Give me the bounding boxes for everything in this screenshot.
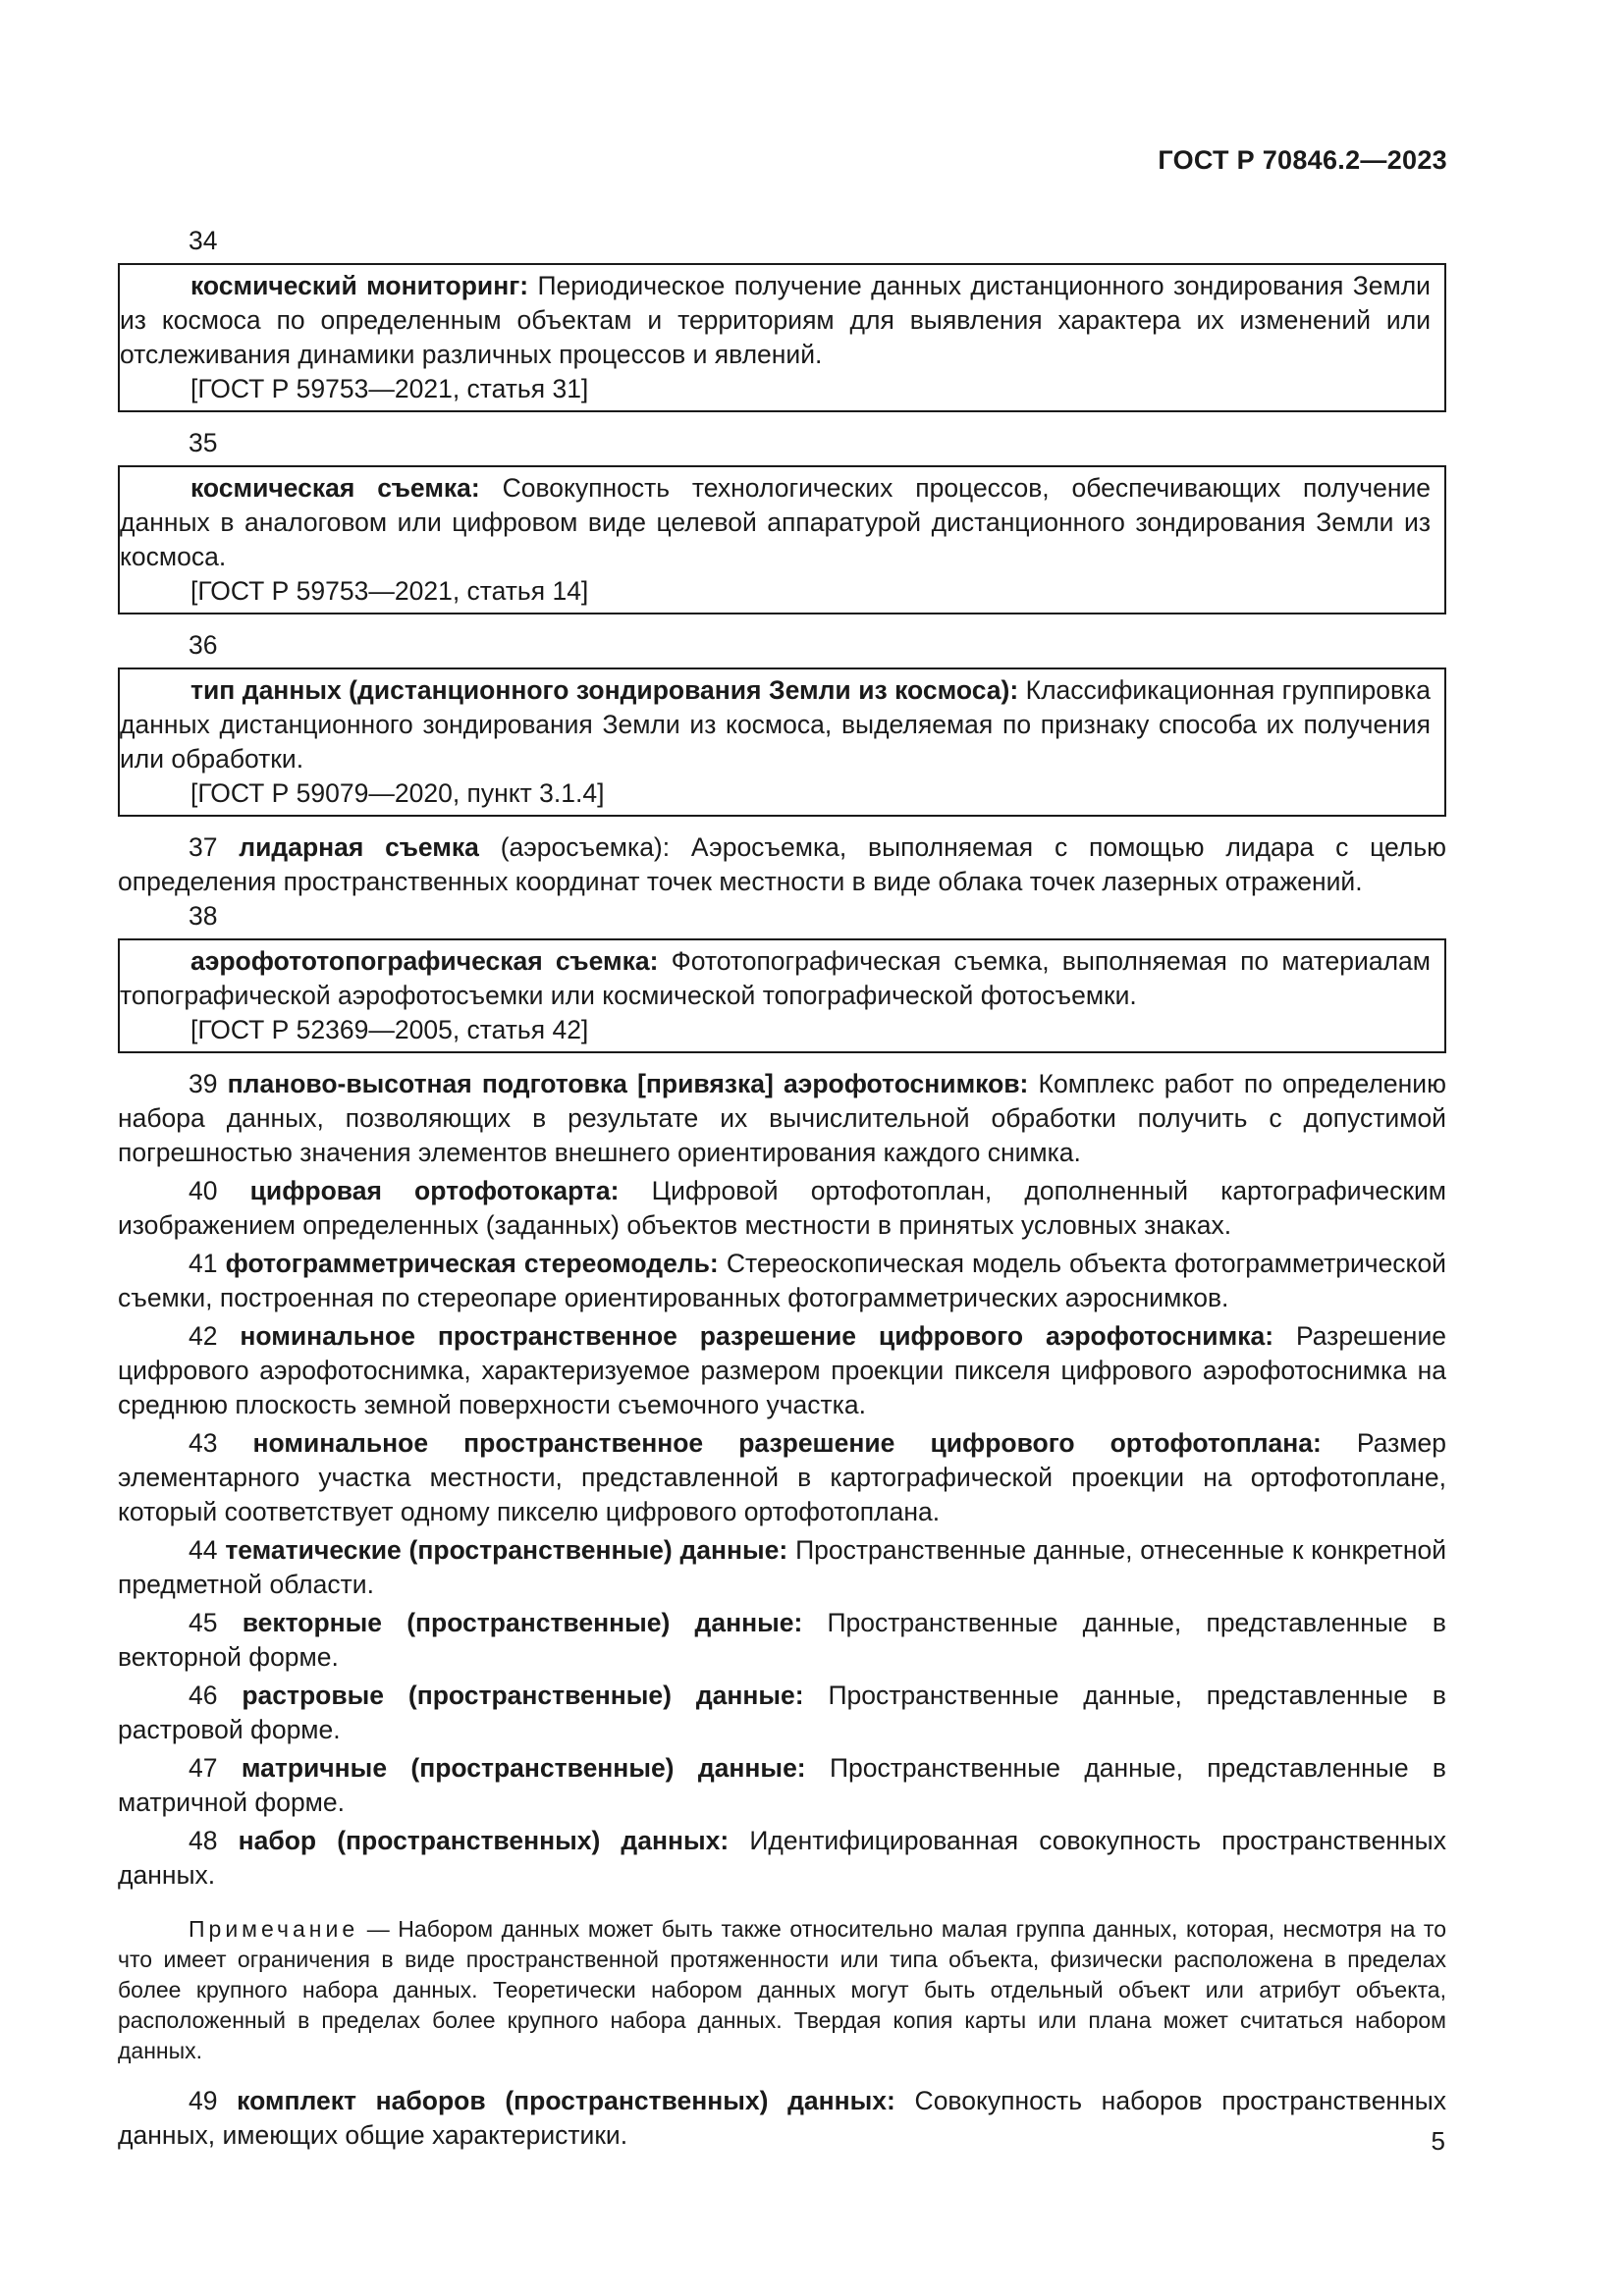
term-number: 34 [189,226,218,255]
term-entry [118,1067,1446,1170]
definition-text: Совокупность наборов пространственных данных, имеющих общие характеристики. [118,2086,1446,2150]
term-number: 43 [189,1428,218,1458]
term-name: комплект наборов (пространственных) данных: [237,2086,895,2115]
definition-text: Цифровой ортофотоплан, дополненный картографическим изображением определенных (заданных) объектов местности в принятых условных знаках. [118,1176,1446,1240]
term-number: 38 [189,901,218,931]
definition-text: Пространственные данные, представленные в растровой форме. [118,1681,1446,1744]
term-number: 45 [189,1608,218,1637]
term-definition [120,673,1431,776]
page-content [118,224,1446,2153]
term-number: 46 [189,1681,218,1710]
term-name: аэрофототопографическая съемка: [190,946,659,976]
definition-text: (аэросъемка): Аэросъемка, выполняемая с помощью лидара с целью определения пространственных координат точек местности в виде облака точек лазерных отражений. [118,832,1446,896]
definition-text: Пространственные данные, отнесенные к конкретной предметной области. [118,1535,1446,1599]
definition-text: Классификационная группировка данных дистанционного зондирования Земли из космоса, выделяемая по признаку способа их получения или обработки. [120,675,1431,774]
definition-text: Размер элементарного участка местности, представленной в картографической проекции на ортофотоплане, который соответствует одному пикселю цифрового ортофотоплана. [118,1428,1446,1526]
term-entry [118,1247,1446,1315]
term-number: 35 [189,428,218,457]
term-source: [ГОСТ Р 59753—2021, статья 14] [190,576,589,606]
term-number: 41 [189,1249,218,1278]
term-name: фотограмметрическая стереомодель: [225,1249,719,1278]
definition-text: Пространственные данные, представленные в векторной форме. [118,1608,1446,1672]
term-entry [118,830,1446,899]
term-name: номинальное пространственное разрешение цифрового ортофотоплана: [252,1428,1322,1458]
term-entry [118,2084,1446,2153]
term-entry [118,1606,1446,1675]
definition-text: Периодическое получение данных дистанционного зондирования Земли из космоса по определенным объектам и территориям для выявления характера их изменений или отслеживания динамики различных процессов и явлений. [120,271,1431,369]
term-definition [120,471,1431,574]
term-box [118,263,1446,412]
definition-text: Стереоскопическая модель объекта фотограмметрической съемки, построенная по стереопаре ориентированных фотограмметрических аэроснимков. [118,1249,1446,1312]
term-source: [ГОСТ Р 52369—2005, статья 42] [190,1015,589,1044]
term-number: 49 [189,2086,218,2115]
term-entry [118,1174,1446,1243]
term-number: 37 [189,832,218,862]
page-number: 5 [1431,2126,1445,2156]
note-label: Примечание [189,1916,359,1942]
definition-text: Пространственные данные, представленные в матричной форме. [118,1753,1446,1817]
term-number: 42 [189,1321,218,1351]
note [118,1914,1446,2066]
term-name: космический мониторинг: [190,271,529,300]
term-entry [118,1533,1446,1602]
term-entry [118,1751,1446,1820]
term-source: [ГОСТ Р 59079—2020, пункт 3.1.4] [190,778,605,808]
term-entry [118,1679,1446,1747]
definition-text: Разрешение цифрового аэрофотоснимка, характеризуемое размером проекции пикселя цифрового аэрофотоснимка на среднюю плоскость земной поверхности съемочного участка. [118,1321,1446,1419]
term-name: тип данных (дистанционного зондирования Земли из космоса): [190,675,1019,705]
term-entry [118,1824,1446,1893]
definition-text: Фототопографическая съемка, выполняемая по материалам топографической аэрофотосъемки или космической топографической фотосъемки. [120,946,1431,1010]
document-id-header: ГОСТ Р 70846.2—2023 [1158,145,1447,175]
term-box [118,667,1446,817]
definition-text: Идентифицированная совокупность пространственных данных. [118,1826,1446,1890]
term-name: набор (пространственных) данных: [238,1826,730,1855]
term-definition [120,269,1431,372]
term-number: 47 [189,1753,218,1783]
term-name: лидарная съемка [239,832,479,862]
term-name: тематические (пространственные) данные: [225,1535,788,1565]
definition-text: Комплекс работ по определению набора данных, позволяющих в результате их вычислительной обработки получить с допустимой погрешностью значения элементов внешнего ориентирования каждого снимка. [118,1069,1446,1167]
note-dash: — [358,1916,399,1942]
term-name: матричные (пространственные) данные: [241,1753,806,1783]
term-name: векторные (пространственные) данные: [242,1608,803,1637]
definition-text: Совокупность технологических процессов, обеспечивающих получение данных в аналоговом или цифровом виде целевой аппаратурой дистанционного зондирования Земли из космоса. [120,473,1431,571]
term-name: планово-высотная подготовка [привязка] аэрофотоснимков: [227,1069,1029,1098]
term-number: 48 [189,1826,218,1855]
term-name: номинальное пространственное разрешение цифрового аэрофотоснимка: [240,1321,1274,1351]
term-number: 36 [189,630,218,660]
term-number: 40 [189,1176,218,1205]
term-number: 39 [189,1069,218,1098]
note-text: Набором данных может быть также относительно малая группа данных, которая, несмотря на то что имеет ограничения в виде пространственной протяженности или типа объекта, физически расположена в пределах более крупного набора данных. Теоретически набором данных могут быть отдельный объект или атрибут объекта, расположенный в пределах более крупного набора данных. Твердая копия карты или плана может считаться набором данных. [118,1916,1447,2063]
term-name: растровые (пространственные) данные: [242,1681,804,1710]
term-definition [120,944,1431,1013]
term-source: [ГОСТ Р 59753—2021, статья 31] [190,374,589,403]
term-box [118,938,1446,1053]
term-entry [118,1426,1446,1529]
term-name: цифровая ортофотокарта: [249,1176,620,1205]
term-number: 44 [189,1535,218,1565]
term-entry [118,1319,1446,1422]
term-name: космическая съемка: [190,473,480,503]
term-box [118,465,1446,614]
